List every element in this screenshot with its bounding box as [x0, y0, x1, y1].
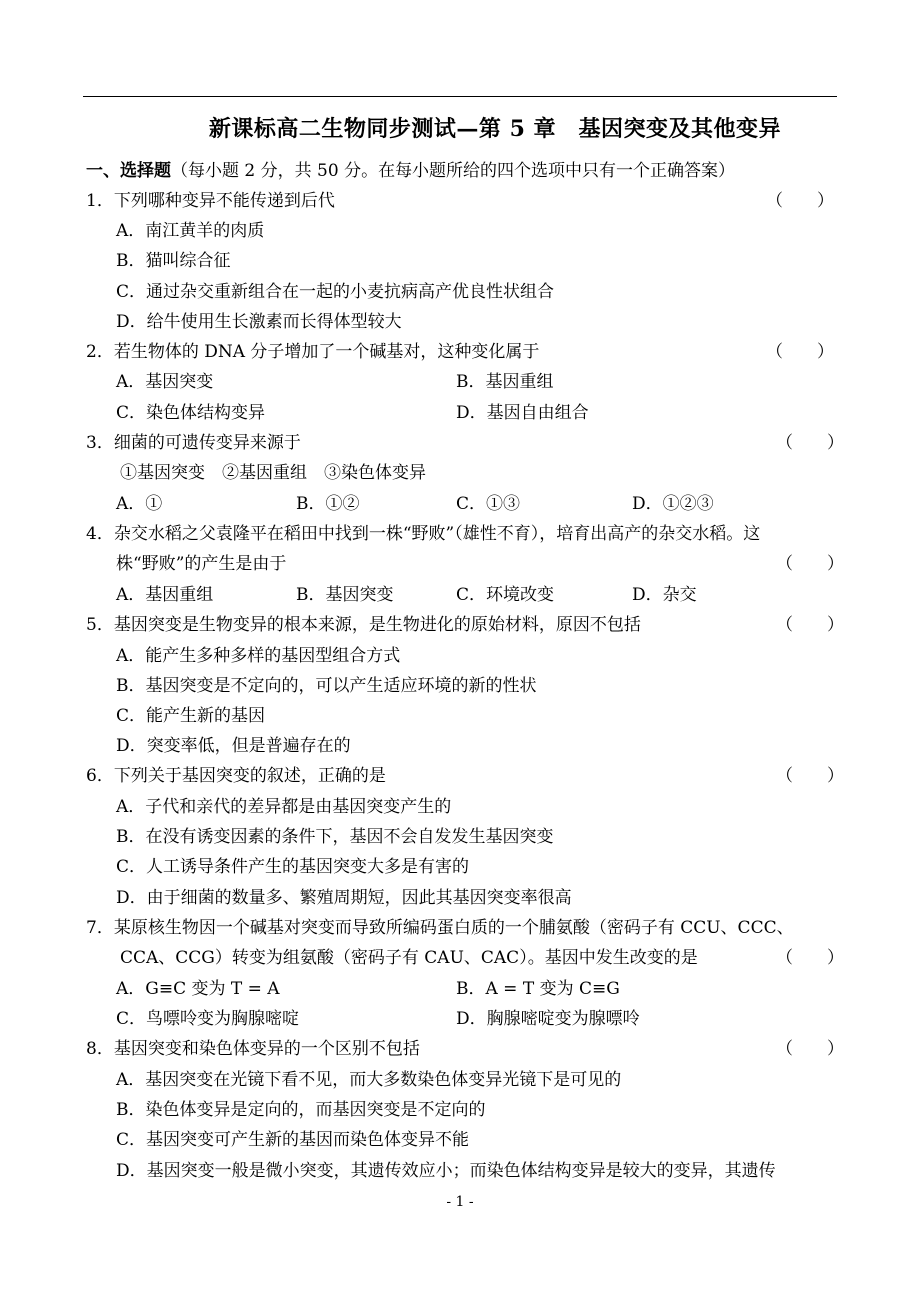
q3-option-b: B．①②	[296, 494, 360, 514]
q7-stem-line2: CCA、CCG）转变为组氨酸（密码子有 CAU、CAC）。基因中发生改变的是	[120, 948, 698, 968]
q3-sub-items: ①基因突变 ②基因重组 ③染色体变异	[120, 463, 426, 483]
q4-answer-blank: （ ）	[776, 554, 844, 574]
q5-option-d: D．突变率低，但是普遍存在的	[116, 736, 351, 756]
q1-option-a: A．南江黄羊的肉质	[116, 221, 265, 241]
q7-answer-blank: （ ）	[776, 948, 844, 968]
q6-option-a: A．子代和亲代的差异都是由基因突变产生的	[116, 797, 452, 817]
q6-option-b: B．在没有诱变因素的条件下，基因不会自发发生基因突变	[116, 827, 554, 847]
q2-option-a: A．基因突变	[116, 372, 214, 392]
q3-answer-blank: （ ）	[776, 433, 844, 453]
q4-option-a: A．基因重组	[116, 585, 214, 605]
q3-option-a: A．①	[116, 494, 163, 514]
q4-option-d: D．杂交	[632, 585, 697, 605]
q8-option-d: D．基因突变一般是微小突变，其遗传效应小；而染色体结构变异是较大的变异，其遗传	[116, 1161, 776, 1181]
q3-stem: 3．细菌的可遗传变异来源于	[86, 433, 301, 453]
q5-option-c: C．能产生新的基因	[116, 706, 266, 726]
q7-stem-line1: 7．某原核生物因一个碱基对突变而导致所编码蛋白质的一个脯氨酸（密码子有 CCU、CCC、	[86, 918, 794, 938]
q3-option-d: D．①②③	[632, 494, 714, 514]
q5-answer-blank: （ ）	[776, 615, 844, 635]
q5-option-b: B．基因突变是不定向的，可以产生适应环境的新的性状	[116, 676, 537, 696]
q6-option-d: D．由于细菌的数量多、繁殖周期短，因此其基因突变率很高	[116, 888, 572, 908]
q2-option-c: C．染色体结构变异	[116, 403, 266, 423]
q1-option-b: B．猫叫综合征	[116, 251, 231, 271]
q6-stem: 6．下列关于基因突变的叙述，正确的是	[86, 766, 386, 786]
q1-stem: 1．下列哪种变异不能传递到后代	[86, 191, 335, 211]
q1-option-d: D．给牛使用生长激素而长得体型较大	[116, 312, 402, 332]
q4-stem-line2: 株“野败”的产生是由于	[116, 554, 287, 574]
section-heading	[86, 160, 735, 182]
q2-option-d: D．基因自由组合	[456, 403, 589, 423]
q8-option-c: C．基因突变可产生新的基因而染色体变异不能	[116, 1130, 470, 1150]
page-number: - 1 -	[446, 1194, 474, 1210]
q8-option-a: A．基因突变在光镜下看不见，而大多数染色体变异光镜下是可见的	[116, 1070, 622, 1090]
q8-stem: 8．基因突变和染色体变异的一个区别不包括	[86, 1039, 420, 1059]
q7-option-c: C．鸟嘌呤变为胸腺嘧啶	[116, 1009, 300, 1029]
page-title: 新课标高二生物同步测试—第 5 章 基因突变及其他变异	[208, 116, 782, 142]
q4-stem-line1: 4．杂交水稻之父袁隆平在稻田中找到一株“野败”（雄性不育），培育出高产的杂交水稻。这	[86, 524, 761, 544]
q4-option-c: C．环境改变	[456, 585, 555, 605]
q2-option-b: B．基因重组	[456, 372, 554, 392]
q7-option-d: D．胸腺嘧啶变为腺嘌呤	[456, 1009, 640, 1029]
q8-option-b: B．染色体变异是定向的，而基因突变是不定向的	[116, 1100, 486, 1120]
q7-option-a: A．G≡C 变为 T = A	[116, 979, 280, 999]
q1-option-c: C．通过杂交重新组合在一起的小麦抗病高产优良性状组合	[116, 282, 555, 302]
q6-option-c: C．人工诱导条件产生的基因突变大多是有害的	[116, 857, 470, 877]
q2-answer-blank: （ ）	[766, 342, 834, 362]
q5-stem: 5．基因突变是生物变异的根本来源，是生物进化的原始材料，原因不包括	[86, 615, 641, 635]
q5-option-a: A．能产生多种多样的基因型组合方式	[116, 646, 401, 666]
q6-answer-blank: （ ）	[776, 766, 844, 786]
section-note: （每小题 2 分，共 50 分。在每小题所给的四个选项中只有一个正确答案）	[171, 161, 736, 181]
q1-answer-blank: （ ）	[766, 191, 834, 211]
q2-stem: 2．若生物体的 DNA 分子增加了一个碱基对，这种变化属于	[86, 342, 540, 362]
q4-option-b: B．基因突变	[296, 585, 394, 605]
section-label: 一、选择题	[86, 161, 171, 181]
q3-option-c: C．①③	[456, 494, 521, 514]
header-rule	[83, 96, 837, 97]
q8-answer-blank: （ ）	[776, 1039, 844, 1059]
q7-option-b: B．A = T 变为 C≡G	[456, 979, 620, 999]
